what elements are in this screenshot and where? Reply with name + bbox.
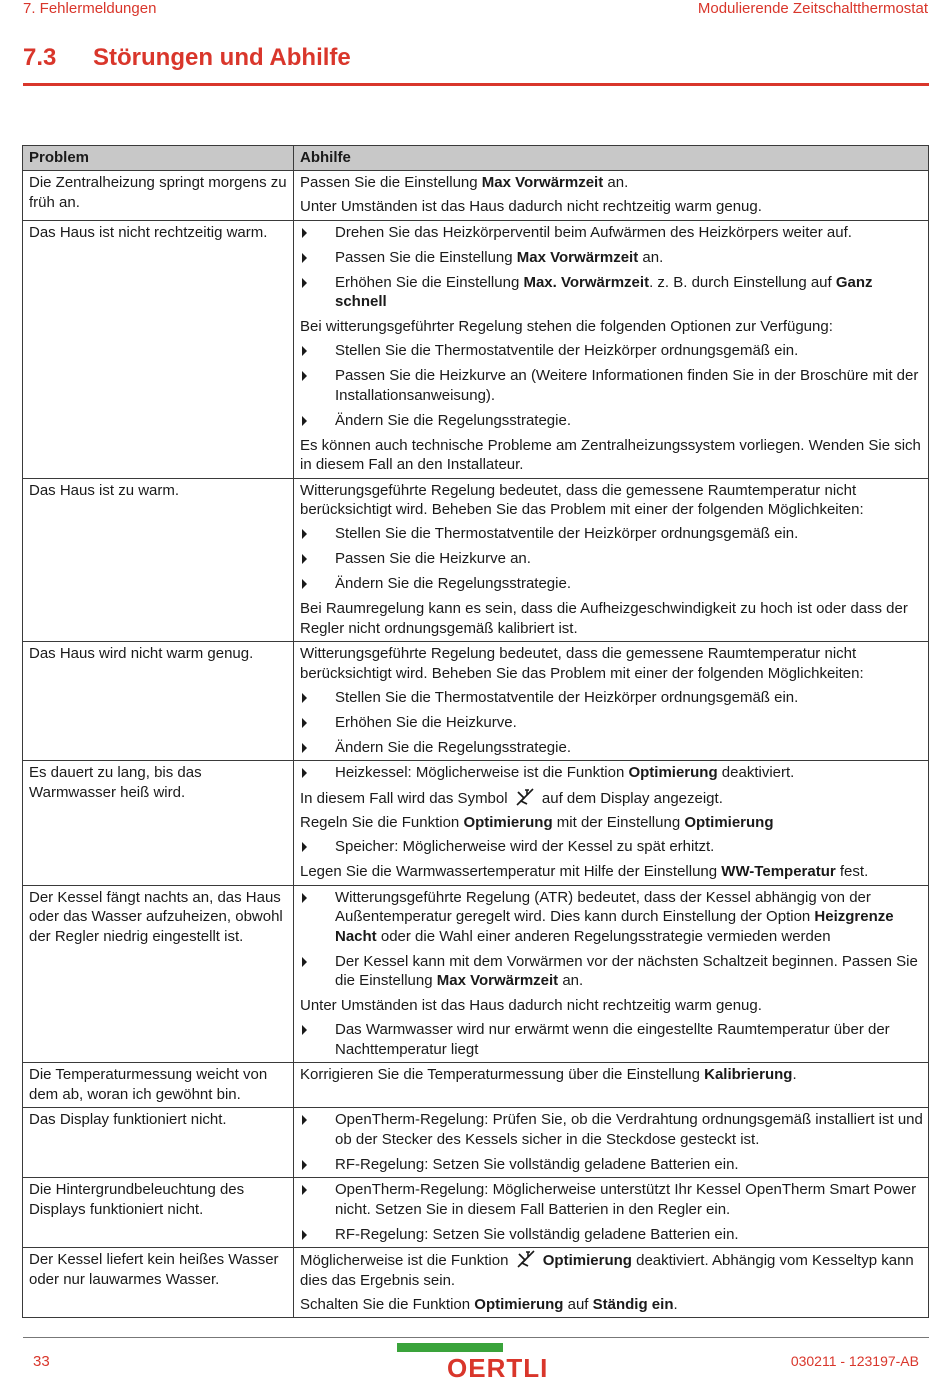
emphasis-text: Max Vorwärmzeit [481, 174, 604, 191]
text-run: Es können auch technische Probleme am Zentralheizungssystem vorliegen. Wenden Sie sich in diesem Fall an den Installateur. [300, 436, 921, 473]
table-row [23, 1063, 929, 1108]
emphasis-text: Ständig ein [592, 1295, 674, 1313]
bullet-arrow-icon [300, 366, 335, 385]
text-run: Witterungsgeführte Regelung bedeutet, dass die gemessene Raumtemperatur nicht berücksichtigt wird. Beheben Sie das Problem mit einer der folgenden Möglichkeiten: [300, 481, 864, 518]
remedy-bullet-item [300, 763, 928, 783]
text-run: Unter Umständen ist das Haus dadurch nicht rechtzeitig warm genug. [300, 198, 762, 215]
bullet-arrow-icon [300, 738, 335, 757]
column-header-problem: Problem [23, 146, 294, 171]
bullet-text [335, 366, 928, 405]
bullet-arrow-icon [300, 713, 335, 732]
text-run: RF-Regelung: Setzen Sie vollständig geladene Batterien ein. [335, 1225, 739, 1243]
remedy-paragraph [300, 1065, 928, 1085]
table-body [23, 171, 929, 1318]
bullet-text [335, 549, 928, 569]
table-row [23, 761, 929, 886]
emphasis-text: Optimierung [474, 1295, 564, 1313]
footer-green-bar [397, 1343, 503, 1352]
problem-cell: Der Kessel fängt nachts an, das Haus oder das Wasser aufzuheizen, obwohl der Regler niedrig eingestellt ist. [23, 885, 294, 1063]
problem-cell: Die Zentralheizung springt morgens zu früh an. [23, 171, 294, 221]
problem-cell: Der Kessel liefert kein heißes Wasser oder nur lauwarmes Wasser. [23, 1248, 294, 1318]
remedy-bullet-item [300, 1110, 928, 1149]
bullet-arrow-icon [300, 952, 335, 971]
remedy-paragraph [300, 197, 928, 217]
emphasis-text: Optimierung [684, 814, 774, 831]
table-header-row [23, 146, 929, 171]
table-row [23, 642, 929, 761]
bullet-arrow-icon [300, 273, 335, 292]
emphasis-text: Kalibrierung [704, 1066, 793, 1083]
table-row [23, 478, 929, 642]
optimierung-off-icon [515, 788, 535, 806]
remedy-cell [294, 478, 929, 642]
remedy-bullet-item [300, 688, 928, 708]
bullet-text [335, 524, 928, 544]
bullet-text [335, 1110, 928, 1149]
text-run: Stellen Sie die Thermostatventile der Heizkörper ordnungsgemäß ein. [335, 525, 799, 542]
remedy-cell [294, 1108, 929, 1178]
oertli-logo [447, 1354, 559, 1380]
bullet-text [335, 223, 928, 243]
text-run: . [792, 1066, 797, 1083]
problem-cell: Die Temperaturmessung weicht von dem ab, woran ich gewöhnt bin. [23, 1063, 294, 1108]
text-run: Möglicherweise ist die Funktion [300, 1252, 513, 1269]
bullet-arrow-icon [300, 223, 335, 242]
remedy-bullet-item [300, 1020, 928, 1059]
remedy-bullet-item [300, 1225, 928, 1245]
text-run: . z. B. durch Einstellung auf [649, 273, 836, 291]
footer-rule [23, 1337, 929, 1338]
bullet-text [335, 411, 928, 431]
text-run: an. [638, 248, 664, 266]
text-run: Schalten Sie die Funktion [300, 1295, 475, 1313]
bullet-arrow-icon [300, 248, 335, 267]
text-run: auf [563, 1295, 593, 1313]
bullet-text [335, 341, 928, 361]
problem-cell: Es dauert zu lang, bis das Warmwasser heiß wird. [23, 761, 294, 886]
table-row [23, 885, 929, 1063]
text-run: deaktiviert. Abhängig vom Kesseltyp kann dies das Ergebnis sein. [300, 1252, 914, 1289]
section-number: 7.3 [23, 44, 57, 71]
text-run: Regeln Sie die Funktion [300, 814, 464, 831]
bullet-text [335, 1020, 928, 1059]
problem-cell: Das Haus wird nicht warm genug. [23, 642, 294, 761]
bullet-text [335, 1225, 928, 1245]
title-rule [23, 83, 929, 86]
bullet-arrow-icon [300, 1225, 335, 1244]
bullet-arrow-icon [300, 1180, 335, 1199]
remedy-cell [294, 220, 929, 478]
remedy-bullet-item [300, 341, 928, 361]
emphasis-text: Optimierung [463, 814, 553, 831]
table-row [23, 171, 929, 221]
bullet-arrow-icon [300, 763, 335, 782]
problem-cell: Die Hintergrundbeleuchtung des Displays funktioniert nicht. [23, 1178, 294, 1248]
remedy-paragraph [300, 173, 928, 193]
remedy-bullet-item [300, 273, 928, 312]
text-run: Passen Sie die Heizkurve an. [335, 550, 531, 567]
remedy-bullet-item [300, 524, 928, 544]
text-run: Bei Raumregelung kann es sein, dass die Aufheizgeschwindigkeit zu hoch ist oder dass der Regler nicht ordnungsgemäß kalibriert ist. [300, 600, 908, 637]
bullet-arrow-icon [300, 888, 335, 907]
troubleshooting-table [22, 145, 929, 1318]
bullet-text [335, 574, 928, 594]
text-run: RF-Regelung: Setzen Sie vollständig geladene Batterien ein. [335, 1155, 739, 1173]
document-code: 030211 - 123197-AB [790, 1353, 919, 1369]
text-run: Erhöhen Sie die Einstellung [335, 273, 524, 291]
text-run: OpenTherm-Regelung: Möglicherweise unterstützt Ihr Kessel OpenTherm Smart Power nicht. Setzen Sie in diesem Fall Batterien in den Regler ein. [335, 1181, 917, 1218]
bullet-arrow-icon [300, 1110, 335, 1129]
text-run: fest. [835, 863, 869, 880]
text-run: Stellen Sie die Thermostatventile der Heizkörper ordnungsgemäß ein. [335, 342, 799, 359]
emphasis-text: Optimierung [538, 1252, 632, 1269]
remedy-paragraph [300, 644, 928, 683]
remedy-bullet-item [300, 248, 928, 268]
table-row [23, 1248, 929, 1318]
remedy-paragraph [300, 317, 928, 337]
remedy-cell [294, 885, 929, 1063]
remedy-paragraph [300, 436, 928, 475]
remedy-bullet-item [300, 738, 928, 758]
text-run: Passen Sie die Einstellung [335, 248, 517, 266]
text-run: Legen Sie die Warmwassertemperatur mit Hilfe der Einstellung [300, 863, 722, 880]
bullet-text [335, 248, 928, 268]
product-header: Modulierende Zeitschaltthermostat [697, 0, 928, 17]
text-run: Bei witterungsgeführter Regelung stehen die folgenden Optionen zur Verfügung: [300, 318, 833, 335]
text-run: Drehen Sie das Heizkörperventil beim Aufwärmen des Heizkörpers weiter auf. [335, 223, 852, 241]
bullet-arrow-icon [300, 1155, 335, 1174]
remedy-bullet-item [300, 1155, 928, 1175]
page-number: 33 [33, 1353, 50, 1370]
text-run: Witterungsgeführte Regelung (ATR) bedeutet, dass der Kessel abhängig von der Außentemperatur geregelt wird. Dies kann durch Einstellung der Option [335, 888, 871, 925]
remedy-paragraph [300, 813, 928, 833]
bullet-arrow-icon [300, 549, 335, 568]
text-run: Erhöhen Sie die Heizkurve. [335, 713, 517, 731]
remedy-cell [294, 171, 929, 221]
remedy-bullet-item [300, 1180, 928, 1219]
emphasis-text: Max Vorwärmzeit [436, 972, 559, 989]
emphasis-text: Optimierung [628, 764, 718, 781]
bullet-text [335, 952, 928, 991]
emphasis-text: WW-Temperatur [721, 863, 836, 880]
remedy-paragraph [300, 599, 928, 638]
bullet-arrow-icon [300, 688, 335, 707]
text-run: Ändern Sie die Regelungsstrategie. [335, 738, 571, 756]
remedy-bullet-item [300, 837, 928, 857]
section-title [23, 44, 351, 72]
emphasis-text: Ganz schnell [335, 273, 873, 310]
text-run: auf dem Display angezeigt. [537, 790, 723, 807]
bullet-arrow-icon [300, 524, 335, 543]
remedy-paragraph [300, 996, 928, 1016]
remedy-bullet-item [300, 366, 928, 405]
bullet-arrow-icon [300, 574, 335, 593]
emphasis-text: Heizgrenze Nacht [335, 908, 894, 945]
remedy-paragraph [300, 481, 928, 520]
optimierung-off-icon [516, 1250, 536, 1268]
text-run: Stellen Sie die Thermostatventile der Heizkörper ordnungsgemäß ein. [335, 688, 799, 706]
bullet-arrow-icon [300, 341, 335, 360]
remedy-bullet-item [300, 223, 928, 243]
text-run: deaktiviert. [717, 764, 795, 781]
text-run: an. [558, 972, 584, 989]
bullet-text [335, 1155, 928, 1175]
remedy-cell [294, 1178, 929, 1248]
text-run: Witterungsgeführte Regelung bedeutet, dass die gemessene Raumtemperatur nicht berücksichtigt wird. Beheben Sie das Problem mit einer der folgenden Möglichkeiten: [300, 645, 864, 682]
remedy-cell [294, 761, 929, 886]
bullet-text [335, 713, 928, 733]
column-header-remedy: Abhilfe [294, 146, 929, 171]
remedy-bullet-item [300, 952, 928, 991]
text-run: Passen Sie die Heizkurve an (Weitere Informationen finden Sie in der Broschüre mit der Installationsanweisung). [335, 367, 919, 404]
emphasis-text: Max. Vorwärmzeit [523, 273, 650, 291]
text-run: oder die Wahl einer anderen Regelungsstrategie vermieden werden [376, 927, 831, 945]
text-run: Heizkessel: Möglicherweise ist die Funktion [335, 764, 629, 781]
bullet-arrow-icon [300, 837, 335, 856]
text-run: . [673, 1295, 678, 1313]
chapter-header: 7. Fehlermeldungen [23, 0, 157, 17]
bullet-text [335, 738, 928, 758]
bullet-text [335, 688, 928, 708]
text-run: mit der Einstellung [552, 814, 685, 831]
remedy-cell [294, 1248, 929, 1318]
text-run: Der Kessel kann mit dem Vorwärmen vor der nächsten Schaltzeit beginnen. Passen Sie die Einstellung [335, 952, 918, 989]
table-row [23, 1108, 929, 1178]
remedy-bullet-item [300, 549, 928, 569]
problem-cell: Das Haus ist zu warm. [23, 478, 294, 642]
text-run: Unter Umständen ist das Haus dadurch nicht rechtzeitig warm genug. [300, 997, 762, 1014]
text-run: Ändern Sie die Regelungsstrategie. [335, 411, 571, 429]
text-run: OpenTherm-Regelung: Prüfen Sie, ob die Verdrahtung ordnungsgemäß installiert ist und ob der Stecker des Kessels sicher in die Steckdose gesteckt ist. [335, 1111, 923, 1148]
remedy-bullet-item [300, 888, 928, 947]
text-run: Speicher: Möglicherweise wird der Kessel zu spät erhitzt. [335, 838, 715, 855]
logo-text: OERTLI [447, 1354, 549, 1380]
remedy-paragraph [300, 1250, 928, 1290]
remedy-cell [294, 642, 929, 761]
bullet-arrow-icon [300, 1020, 335, 1039]
remedy-cell [294, 1063, 929, 1108]
text-run: an. [603, 174, 629, 191]
problem-cell: Das Display funktioniert nicht. [23, 1108, 294, 1178]
remedy-paragraph [300, 862, 928, 882]
bullet-arrow-icon [300, 411, 335, 430]
text-run: Ändern Sie die Regelungsstrategie. [335, 575, 571, 592]
text-run: In diesem Fall wird das Symbol [300, 790, 512, 807]
remedy-bullet-item [300, 411, 928, 431]
remedy-bullet-item [300, 713, 928, 733]
text-run: Das Warmwasser wird nur erwärmt wenn die eingestellte Raumtemperatur über der Nachttemperatur liegt [335, 1021, 890, 1058]
bullet-text [335, 763, 928, 783]
bullet-text [335, 837, 928, 857]
table-row [23, 220, 929, 478]
section-title-text: Störungen und Abhilfe [93, 44, 351, 71]
bullet-text [335, 1180, 928, 1219]
bullet-text [335, 888, 928, 947]
remedy-paragraph [300, 788, 928, 809]
problem-cell: Das Haus ist nicht rechtzeitig warm. [23, 220, 294, 478]
remedy-bullet-item [300, 574, 928, 594]
emphasis-text: Max Vorwärmzeit [516, 248, 639, 266]
text-run: Korrigieren Sie die Temperaturmessung über die Einstellung [300, 1066, 705, 1083]
bullet-text [335, 273, 928, 312]
text-run: Passen Sie die Einstellung [300, 174, 482, 191]
remedy-paragraph [300, 1295, 928, 1315]
table-row [23, 1178, 929, 1248]
